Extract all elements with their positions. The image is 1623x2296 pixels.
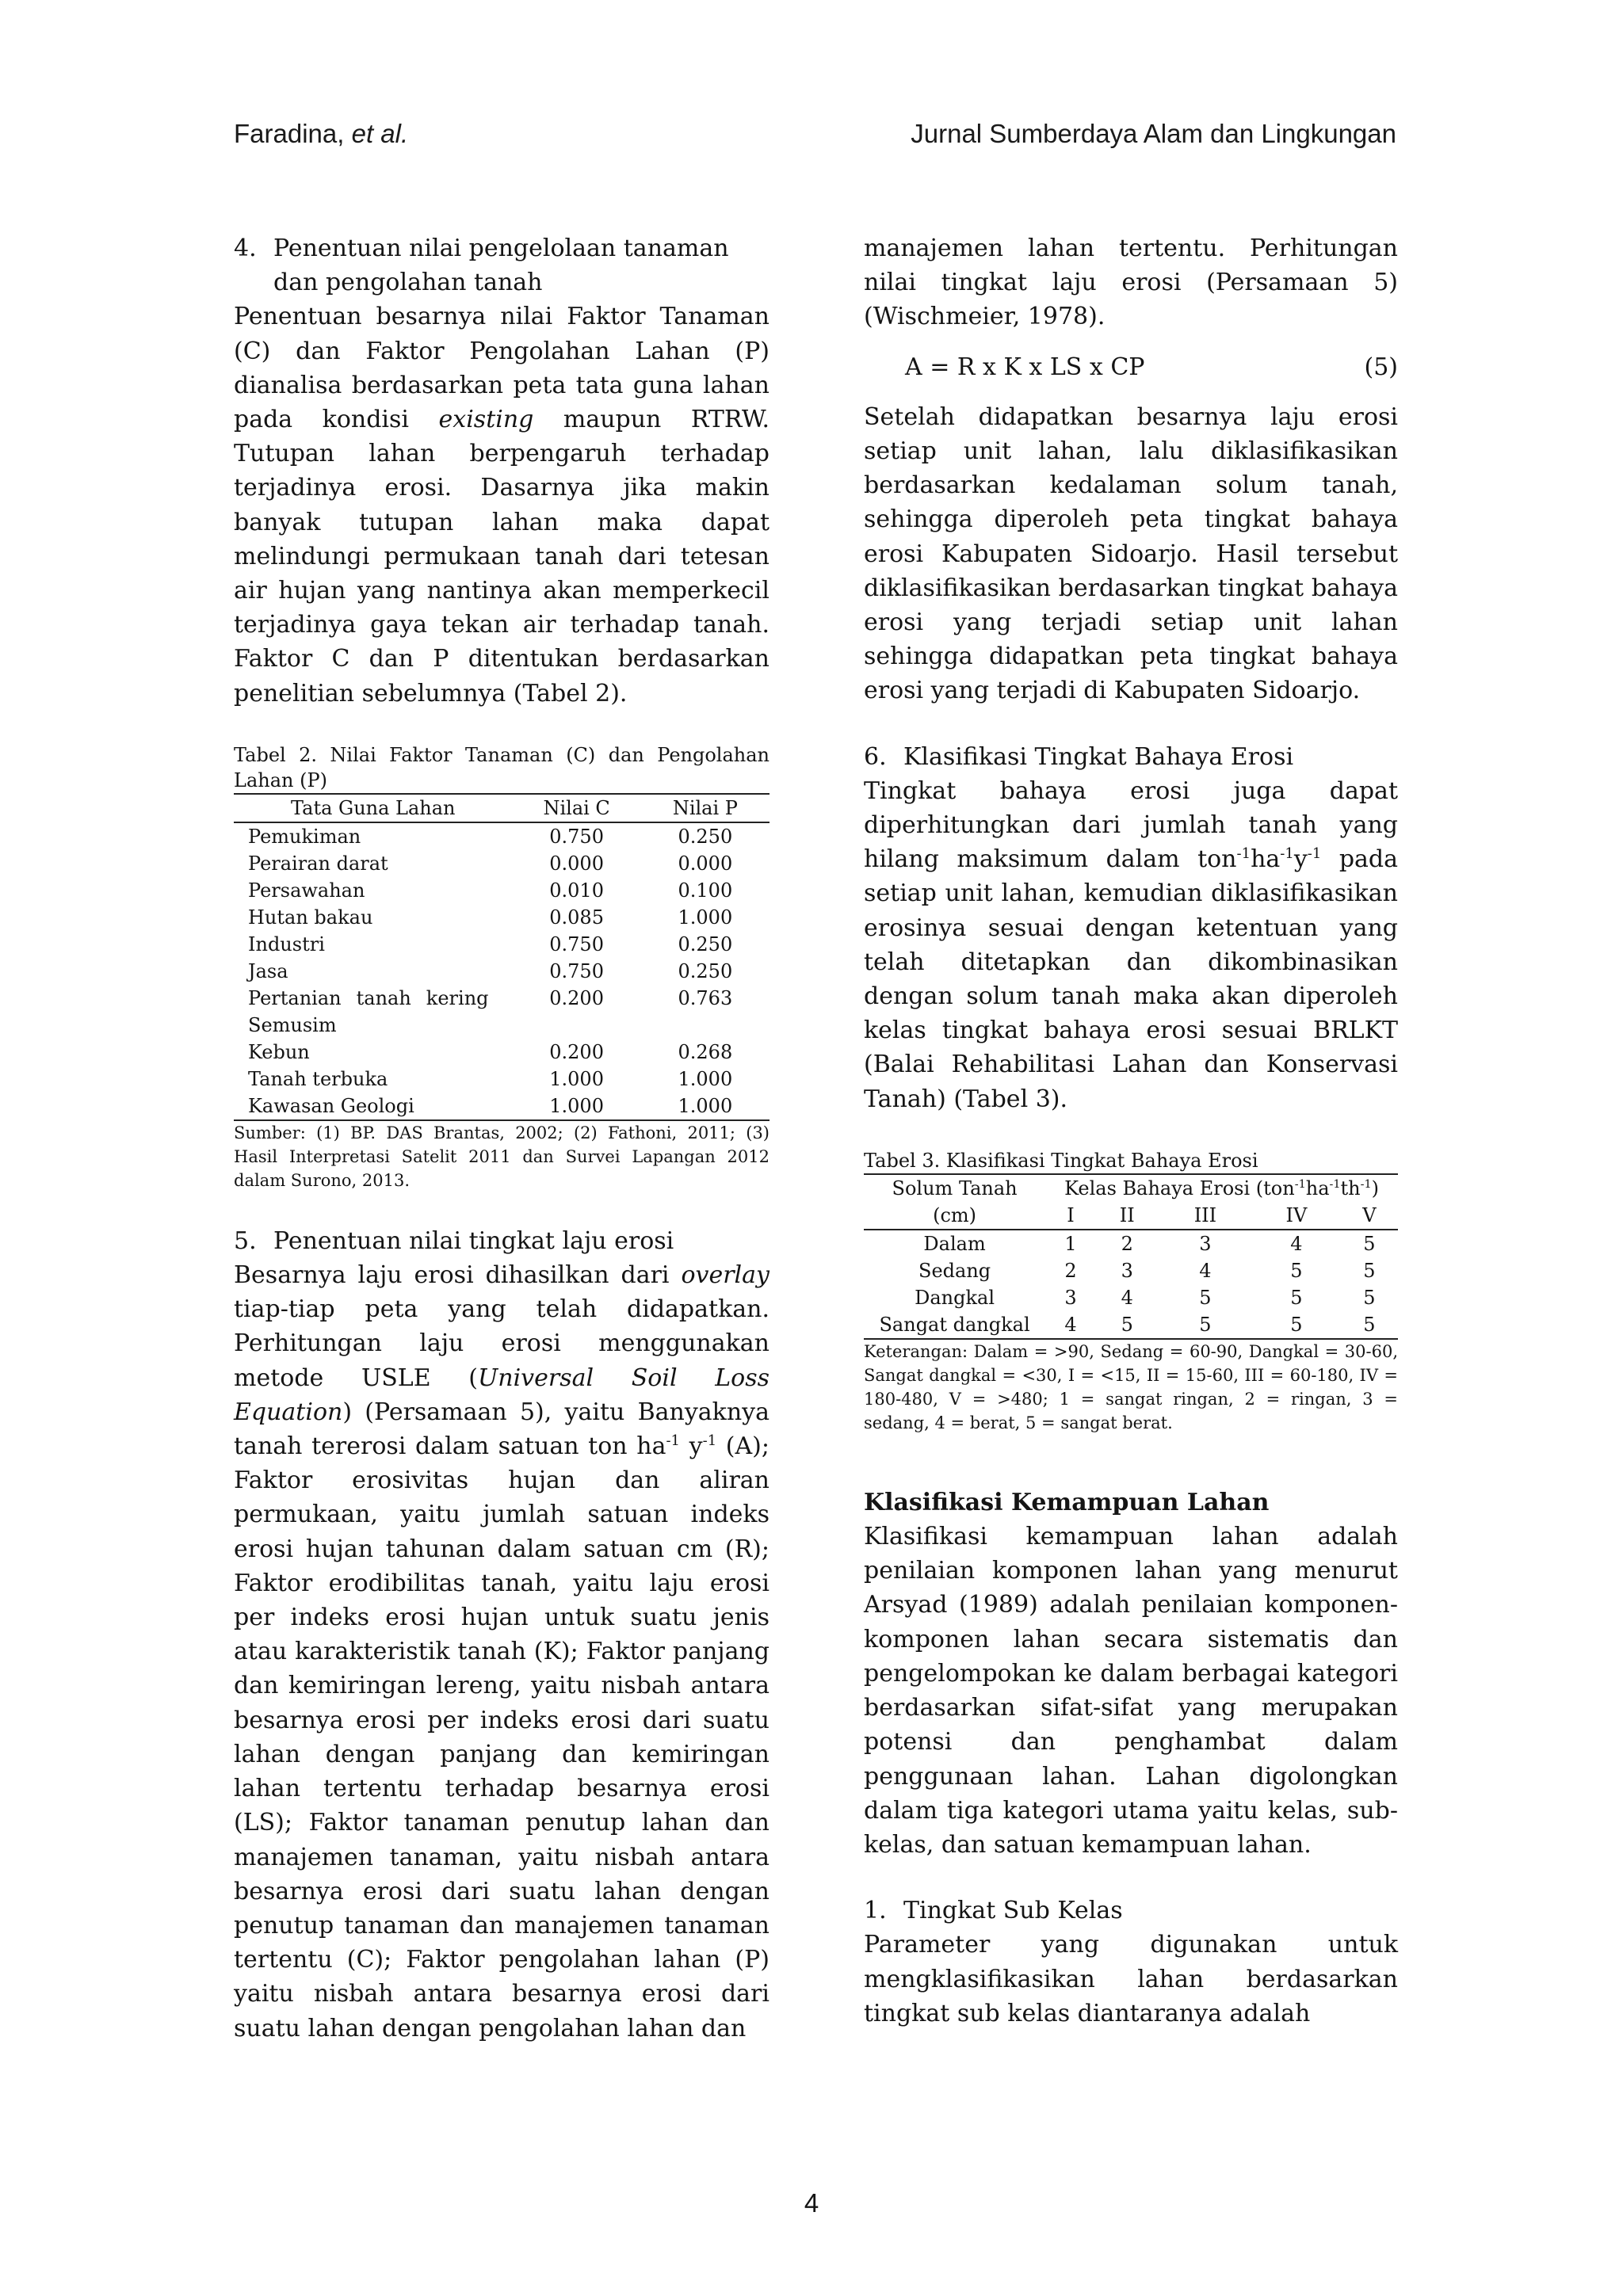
table-2-caption: Tabel 2. Nilai Faktor Tanaman (C) dan Pengolahan Lahan (P): [234, 743, 769, 791]
table-header-row: (cm) I II III IV V: [864, 1202, 1398, 1230]
section-heading-kemampuan-lahan: Klasifikasi Kemampuan Lahan: [864, 1488, 1270, 1516]
section-4-heading: 4. Penentuan nilai pengelolaan tanaman dan pengolahan tanah: [234, 235, 729, 297]
table-row: Jasa 0.750 0.250: [248, 959, 733, 982]
paragraph-land-capability: Klasifikasi kemampuan lahan adalah penilaian komponen lahan yang menurut Arsyad (1989) adalah penilaian komponen-komponen lahan secara sistematis dan pengelompokan ke dalam berbagai kategori berdasarkan sifat-sifat yang merupakan potensi dan penghambat dalam penggunaan lahan. Lahan digolongkan dalam tiga kategori utama yaitu kelas, sub-kelas, dan satuan kemampuan lahan.: [864, 1523, 1398, 1859]
paragraph-continued: manajemen lahan tertentu. Perhitungan nilai tingkat laju erosi (Persamaan 5) (Wischmeier, 1978).: [864, 235, 1398, 331]
paragraph-classification: Setelah didapatkan besarnya laju erosi setiap unit lahan, lalu diklasifikasikan berdasarkan kedalaman solum tanah, sehingga diperoleh peta tingkat bahaya erosi Kabupaten Sidoarjo. Hasil tersebut diklasifikasikan berdasarkan tingkat bahaya erosi yang terjadi setiap unit lahan sehingga didapatkan peta tingkat bahaya erosi yang terjadi di Kabupaten Sidoarjo.: [864, 402, 1398, 705]
table-3: [864, 1173, 1398, 1340]
table-2-source: Sumber: (1) BP. DAS Brantas, 2002; (2) Fathoni, 2011; (3) Hasil Interpretasi Satelit 2011 dan Survei Lapangan 2012 dalam Surono, 2013.: [234, 1123, 769, 1190]
table-header-row: Tata Guna Lahan Nilai C Nilai P: [234, 794, 769, 822]
table-row: Dalam 1 2 3 4 5: [923, 1232, 1376, 1255]
left-column: [234, 231, 769, 2046]
table-row: Tanah terbuka 1.000 1.000: [248, 1067, 733, 1090]
table-row: Sedang 2 3 4 5 5: [918, 1259, 1376, 1282]
paragraph-cp-factor: Penentuan besarnya nilai Faktor Tanaman (C) dan Faktor Pengolahan Lahan (P) dianalisa berdasarkan peta tata guna lahan pada kondisi existing maupun RTRW. Tutupan lahan berpengaruh terhadap terjadinya erosi. Dasarnya jika makin banyak tutupan lahan maka dapat melindungi permukaan tanah dari tetesan air hujan yang nantinya akan memperkecil terjadinya gaya tekan air terhadap tanah. Faktor C dan P ditentukan berdasarkan penelitian sebelumnya (Tabel 2).: [234, 303, 769, 707]
running-header-author: Faradina, et al.: [234, 119, 409, 148]
table-3-caption: Tabel 3. Klasifikasi Tingkat Bahaya Erosi: [864, 1149, 1258, 1172]
equation-text: A = R x K x LS x CP: [905, 353, 1145, 381]
paragraph-usle: Besarnya laju erosi dihasilkan dari overlay tiap-tiap peta yang telah didapatkan. Perhitungan laju erosi menggunakan metode USLE (Universal Soil Loss Equation) (Persamaan 5), yaitu Banyaknya tanah tererosi dalam satuan ton $ha^{-1}$ $y^{-1}$ (A); Faktor erosivitas hujan dan aliran permukaan, yaitu jumlah satuan indeks erosi hujan tahunan dalam satuan cm (R); Faktor erodibilitas tanah, yaitu laju erosi per indeks erosi hujan untuk suatu jenis atau karakteristik tanah (K); Faktor panjang dan kemiringan lereng, yaitu nisbah antara besarnya erosi per indeks erosi dari suatu lahan dengan panjang dan kemiringan lahan tertentu terhadap besarnya erosi (LS); Faktor tanaman penutup lahan dan manajemen tanaman, yaitu nisbah antara besarnya erosi dari suatu lahan dengan penutup tanaman dan manajemen tanaman tertentu (C); Faktor pengolahan lahan (P) yaitu nisbah antara besarnya erosi dari suatu lahan dengan pengolahan lahan dan: [234, 1261, 769, 2042]
subsection-1-heading: 1. Tingkat Sub Kelas: [864, 1897, 1123, 1925]
table-2: [234, 793, 769, 1121]
paragraph-sub-class: Parameter yang digunakan untuk mengklasifikasikan lahan berdasarkan tingkat sub kelas diantaranya adalah: [864, 1931, 1398, 2027]
equation-number: (5): [1364, 353, 1398, 381]
running-header-journal: Jurnal Sumberdaya Alam dan Lingkungan: [911, 119, 1396, 148]
section-6-heading: 6. Klasifikasi Tingkat Bahaya Erosi: [864, 742, 1294, 771]
table-row: Sangat dangkal 4 5 5 5 5: [864, 1311, 1398, 1339]
equation-5: [864, 350, 1398, 384]
table-row: Kawasan Geologi 1.000 1.000: [234, 1093, 769, 1120]
table-header-row: Solum Tanah Kelas Bahaya Erosi $(ton^{-1}ha^{-1}th^{-1})$: [864, 1174, 1398, 1202]
table-row: Hutan bakau 0.085 1.000: [248, 906, 733, 929]
table-row: Industri 0.750 0.250: [248, 933, 733, 955]
page-number: 4: [804, 2188, 819, 2218]
paragraph-erosion-hazard: Tingkat bahaya erosi juga dapat diperhitungkan dari jumlah tanah yang hilang maksimum dalam $ton^{-1}ha^{-1}y^{-1}$ pada setiap unit lahan, kemudian diklasifikasikan erosinya sesuai dengan ketentuan yang telah ditetapkan dan dikombinasikan dengan solum tanah maka akan diperoleh kelas tingkat bahaya erosi sesuai BRLKT (Balai Rehabilitasi Lahan dan Konservasi Tanah) (Tabel 3).: [864, 776, 1398, 1113]
table-row: Kebun 0.200 0.268: [248, 1040, 733, 1063]
table-row: Dangkal 3 4 5 5 5: [915, 1286, 1376, 1309]
section-5-heading: 5. Penentuan nilai tingkat laju erosi: [234, 1226, 674, 1255]
table-row: Pertanian tanah kering Semusim 0.200 0.763: [248, 986, 733, 1036]
table-row: Persawahan 0.010 0.100: [248, 879, 733, 902]
table-row: Perairan darat 0.000 0.000: [248, 852, 733, 875]
table-3-note: Keterangan: Dalam = >90, Sedang = 60-90, Dangkal = 30-60, Sangat dangkal = <30, I = <15, II = 15-60, III = 60-180, IV = 180-480, V = >480; 1 = sangat ringan, 2 = ringan, 3 = sedang, 4 = berat, 5 = sangat berat.: [864, 1341, 1398, 1432]
table-row: Pemukiman 0.750 0.250: [248, 825, 733, 848]
right-column: [864, 231, 1398, 2031]
